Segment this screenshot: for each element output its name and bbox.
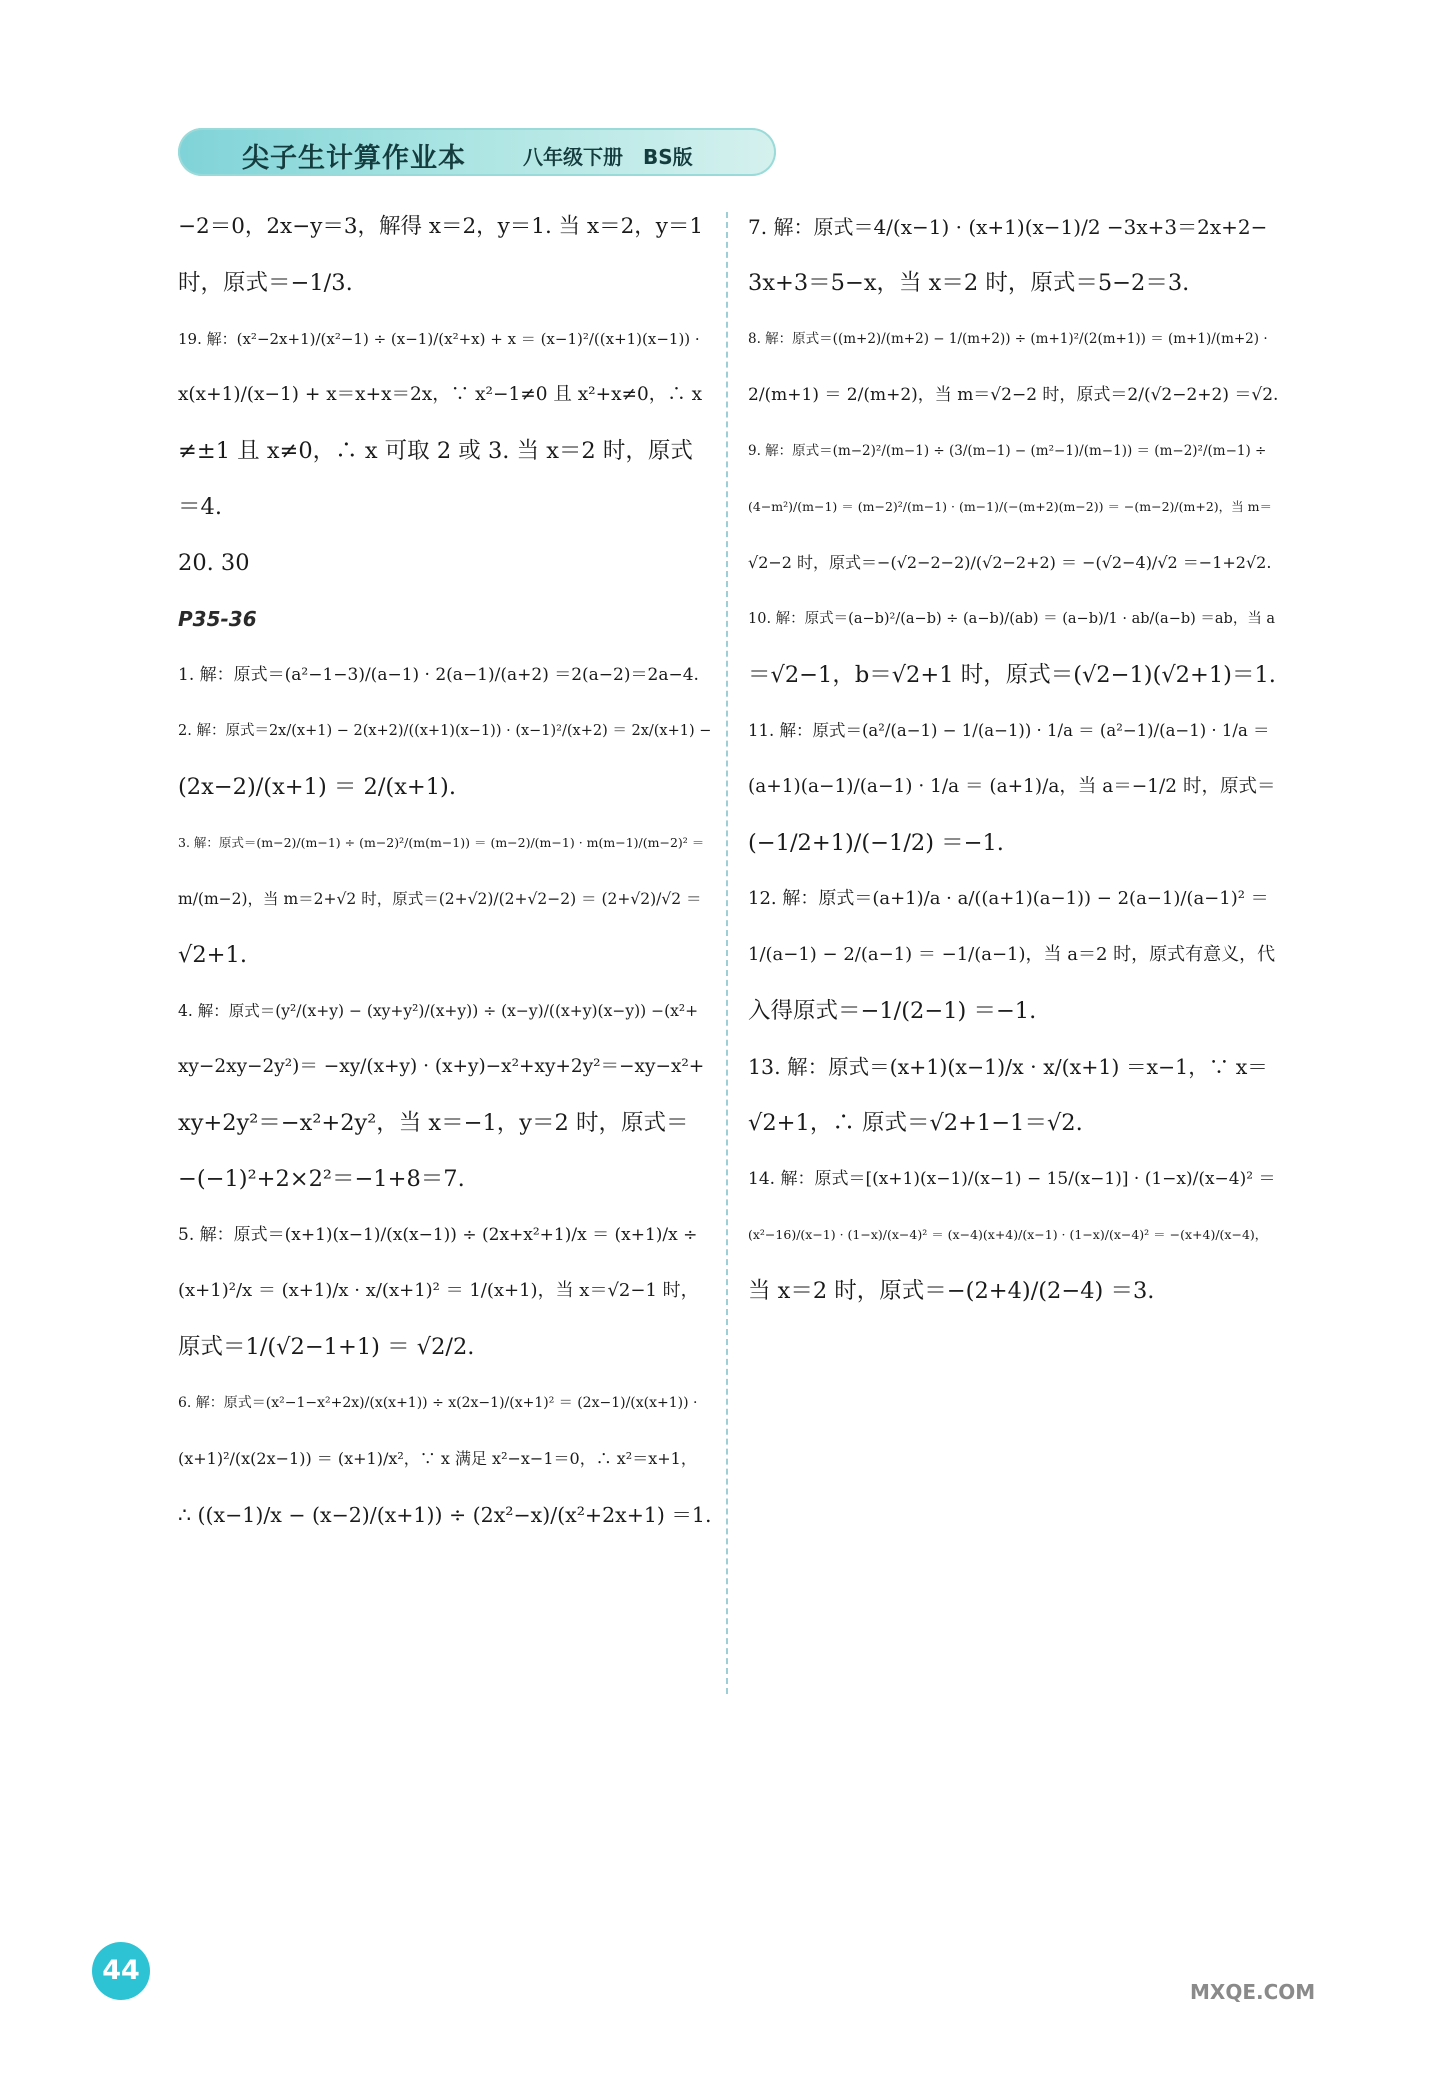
handwritten-page-note: P35-36 — [178, 607, 257, 631]
answer-line: (−1/2+1)/(−1/2) ＝−1. — [748, 830, 1004, 856]
left-column — [178, 212, 712, 1556]
answer-line: 14. 解：原式＝[(x+1)(x−1)/(x−1) − 15/(x−1)] · (1−x)/(x−4)² ＝ — [748, 1169, 1276, 1189]
watermark-text: MXQE.COM — [1190, 1980, 1316, 2004]
answer-line: 12. 解：原式＝(a+1)/a · a/((a+1)(a−1)) − 2(a−1)/(a−1)² ＝ — [748, 888, 1269, 909]
answer-line: 入得原式＝−1/(2−1) ＝−1. — [748, 998, 1037, 1024]
answer-line: 3. 解：原式＝(m−2)/(m−1) ÷ (m−2)²/(m(m−1)) ＝ (m−2)/(m−1) · m(m−1)/(m−2)² ＝ — [178, 835, 705, 850]
answer-line: −(−1)²+2×2²＝−1+8＝7. — [178, 1166, 465, 1192]
book-title: 尖子生计算作业本 — [242, 143, 466, 174]
answer-line: ≠±1 且 x≠0，∴ x 可取 2 或 3. 当 x＝2 时，原式 — [178, 438, 693, 464]
answer-line: xy+2y²＝−x²+2y²，当 x＝−1，y＝2 时，原式＝ — [178, 1110, 689, 1136]
answer-line: 8. 解：原式＝((m+2)/(m+2) − 1/(m+2)) ÷ (m+1)²/(2(m+1)) ＝ (m+1)/(m+2) · — [748, 331, 1268, 347]
answer-line: √2−2 时，原式＝−(√2−2−2)/(√2−2+2) ＝ −(√2−4)/√2 ＝−1+2√2. — [748, 553, 1272, 572]
answer-line: ＝4. — [178, 494, 222, 520]
answer-line: 1/(a−1) − 2/(a−1) ＝ −1/(a−1)，当 a＝2 时，原式有意义，代 — [748, 944, 1276, 965]
answer-line: (4−m²)/(m−1) ＝ (m−2)²/(m−1) · (m−1)/(−(m+2)(m−2)) ＝ −(m−2)/(m+2)，当 m＝ — [748, 499, 1273, 514]
answer-line: 3x+3＝5−x，当 x＝2 时，原式＝5−2＝3. — [748, 270, 1190, 296]
answer-line: 4. 解：原式＝(y²/(x+y) − (xy+y²)/(x+y)) ÷ (x−y)/((x+y)(x−y)) −(x²+ — [178, 1002, 699, 1020]
answer-line: m/(m−2)，当 m＝2+√2 时，原式＝(2+√2)/(2+√2−2) ＝ (2+√2)/√2 ＝ — [178, 890, 702, 908]
answer-line: √2+1. — [178, 942, 247, 968]
answer-line: 11. 解：原式＝(a²/(a−1) − 1/(a−1)) · 1/a ＝ (a²−1)/(a−1) · 1/a ＝ — [748, 721, 1270, 740]
answer-line: x(x+1)/(x−1) + x＝x+x＝2x，∵ x²−1≠0 且 x²+x≠0，∴ x — [178, 384, 703, 405]
answer-line: 1. 解：原式＝(a²−1−3)/(a−1) · 2(a−1)/(a+2) ＝2(a−2)＝2a−4. — [178, 665, 699, 685]
book-edition: 八年级下册 BS版 — [523, 145, 693, 169]
answer-line: 9. 解：原式＝(m−2)²/(m−1) ÷ (3/(m−1) − (m²−1)/(m−1)) ＝ (m−2)²/(m−1) ÷ — [748, 443, 1267, 459]
answer-line: 5. 解：原式＝(x+1)(x−1)/(x(x−1)) ÷ (2x+x²+1)/x ＝ (x+1)/x ÷ — [178, 1225, 698, 1245]
answer-line: 6. 解：原式＝(x²−1−x²+2x)/(x(x+1)) ÷ x(2x−1)/(x+1)² ＝ (2x−1)/(x(x+1)) · — [178, 1395, 698, 1411]
answer-line: (x+1)²/(x(2x−1)) ＝ (x+1)/x²，∵ x 满足 x²−x−1＝0，∴ x²＝x+1， — [178, 1449, 697, 1468]
answer-line: xy−2xy−2y²)＝ −xy/(x+y) · (x+y)−x²+xy+2y²＝−xy−x²+ — [178, 1056, 705, 1077]
page-number-badge: 44 — [92, 1942, 150, 2000]
answer-line: −2＝0，2x−y＝3，解得 x＝2，y＝1. 当 x＝2，y＝1 — [178, 214, 704, 239]
answer-line: (x+1)²/x ＝ (x+1)/x · x/(x+1)² ＝ 1/(x+1)，当 x＝√2−1 时， — [178, 1280, 699, 1301]
answer-line: (x²−16)/(x−1) · (1−x)/(x−4)² ＝ (x−4)(x+4)/(x−1) · (1−x)/(x−4)² ＝ −(x+4)/(x−4)， — [748, 1227, 1268, 1242]
answer-line: √2+1，∴ 原式＝√2+1−1＝√2. — [748, 1110, 1083, 1136]
right-column — [748, 212, 1278, 1332]
column-divider — [726, 212, 728, 1694]
answer-line: (a+1)(a−1)/(a−1) · 1/a ＝ (a+1)/a，当 a＝−1/2 时，原式＝ — [748, 776, 1276, 797]
answer-line: ＝√2−1，b＝√2+1 时，原式＝(√2−1)(√2+1)＝1. — [748, 662, 1276, 688]
answer-line: (2x−2)/(x+1) ＝ 2/(x+1). — [178, 774, 456, 800]
answer-line: 时，原式＝−1/3. — [178, 270, 353, 296]
answer-line: 7. 解：原式＝4/(x−1) · (x+1)(x−1)/2 −3x+3＝2x+2− — [748, 215, 1268, 239]
answer-line: 19. 解：(x²−2x+1)/(x²−1) ÷ (x−1)/(x²+x) + x ＝ (x−1)²/((x+1)(x−1)) · — [178, 330, 700, 348]
answer-line: 13. 解：原式＝(x+1)(x−1)/x · x/(x+1) ＝x−1，∵ x＝ — [748, 1055, 1268, 1079]
answer-line: 原式＝1/(√2−1+1) ＝ √2/2. — [178, 1334, 475, 1360]
answer-line: 当 x＝2 时，原式＝−(2+4)/(2−4) ＝3. — [748, 1278, 1155, 1304]
answer-line: 20. 30 — [178, 550, 250, 576]
header-banner — [178, 128, 776, 176]
answer-line: 2. 解：原式＝2x/(x+1) − 2(x+2)/((x+1)(x−1)) · (x−1)²/(x+2) ＝ 2x/(x+1) − — [178, 723, 712, 739]
answer-line: 10. 解：原式＝(a−b)²/(a−b) ÷ (a−b)/(ab) ＝ (a−b)/1 · ab/(a−b) ＝ab，当 a — [748, 611, 1276, 627]
answer-line: ∴ ((x−1)/x − (x−2)/(x+1)) ÷ (2x²−x)/(x²+2x+1) ＝1. — [178, 1503, 712, 1527]
answer-line: 2/(m+1) ＝ 2/(m+2)，当 m＝√2−2 时，原式＝2/(√2−2+2) ＝√2. — [748, 385, 1279, 405]
